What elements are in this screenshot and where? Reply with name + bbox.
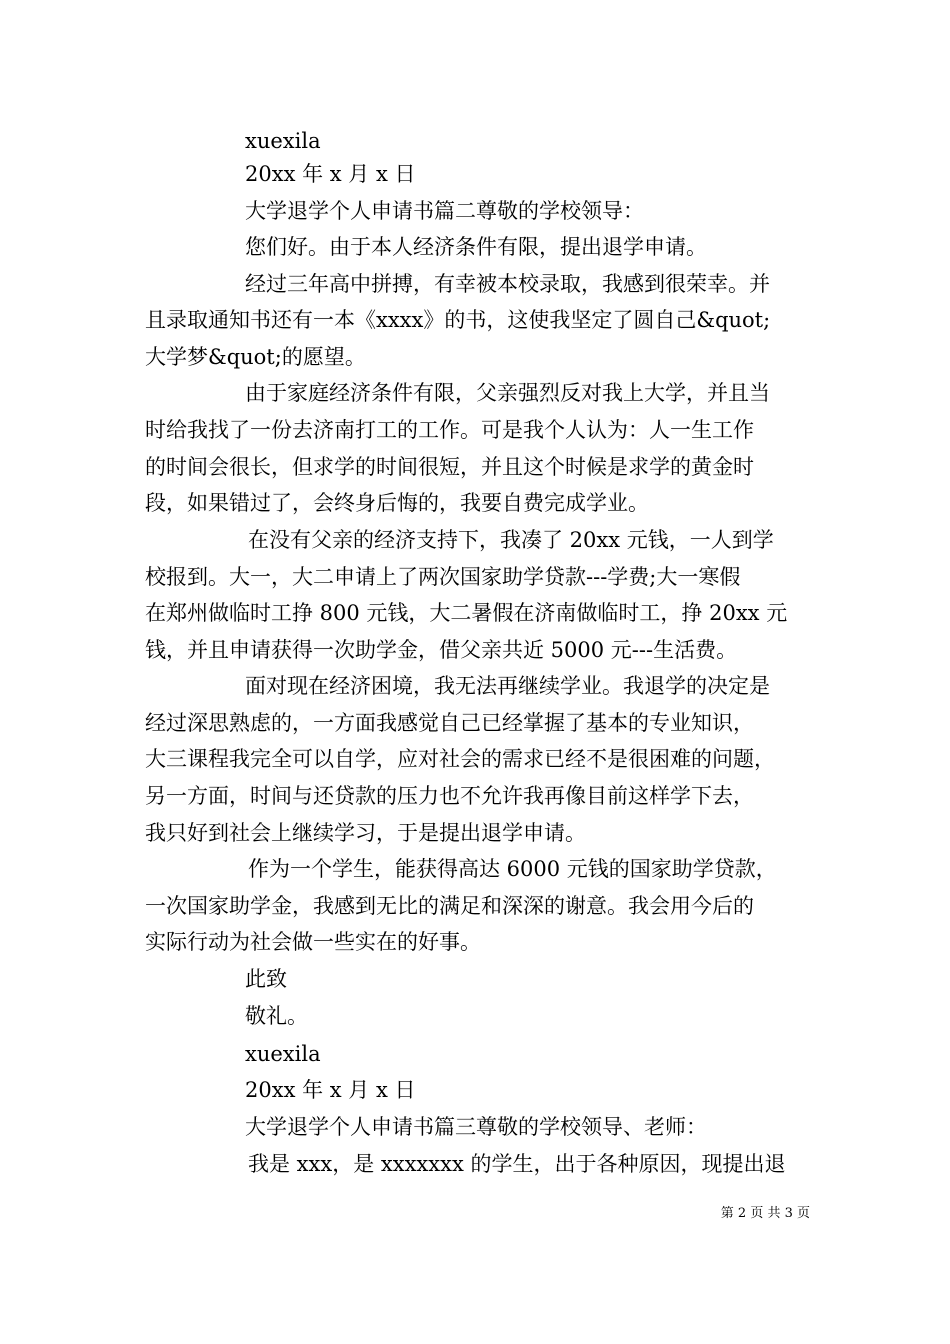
text-line: 另一方面，时间与还贷款的压力也不允许我再像目前这样学下去， bbox=[145, 784, 754, 808]
text-line: 大学梦&quot;的愿望。 bbox=[145, 345, 366, 369]
text-line: 大学退学个人申请书篇二尊敬的学校领导： bbox=[245, 199, 644, 223]
text-line: 经过三年高中拼搏，有幸被本校录取，我感到很荣幸。并 bbox=[245, 272, 770, 296]
text-line: 我是 xxx，是 xxxxxxx 的学生，出于各种原因，现提出退 bbox=[248, 1152, 786, 1176]
text-line: 面对现在经济困境，我无法再继续学业。我退学的决定是 bbox=[245, 674, 770, 698]
page-number: 第 2 页 共 3 页 bbox=[720, 1206, 810, 1221]
text-line: xuexila bbox=[245, 129, 321, 153]
text-line: 且录取通知书还有一本《xxxx》的书，这使我坚定了圆自己&quot; bbox=[145, 308, 771, 332]
text-line: 时给我找了一份去济南打工的工作。可是我个人认为：人一生工作 bbox=[145, 418, 754, 442]
text-line: 我只好到社会上继续学习，于是提出退学申请。 bbox=[145, 821, 586, 845]
text-line: 大学退学个人申请书篇三尊敬的学校领导、老师： bbox=[245, 1115, 707, 1139]
text-line: 20xx 年 x 月 x 日 bbox=[245, 162, 416, 186]
text-line: 作为一个学生，能获得高达 6000 元钱的国家助学贷款， bbox=[248, 857, 777, 881]
text-line: 段，如果错过了，会终身后悔的，我要自费完成学业。 bbox=[145, 491, 649, 515]
text-line: 20xx 年 x 月 x 日 bbox=[245, 1078, 416, 1102]
text-line: 您们好。由于本人经济条件有限，提出退学申请。 bbox=[245, 235, 707, 259]
text-line: 的时间会很长，但求学的时间很短，并且这个时候是求学的黄金时 bbox=[145, 455, 754, 479]
text-line: 校报到。大一，大二申请上了两次国家助学贷款---学费;大一寒假 bbox=[145, 565, 741, 589]
text-line: 此致 bbox=[245, 967, 287, 991]
text-line: 钱，并且申请获得一次助学金，借父亲共近 5000 元---生活费。 bbox=[145, 638, 738, 662]
text-line: 实际行动为社会做一些实在的好事。 bbox=[145, 930, 481, 954]
text-line: 大三课程我完全可以自学，应对社会的需求已经不是很困难的问题， bbox=[145, 747, 775, 771]
text-line: 经过深思熟虑的，一方面我感觉自己已经掌握了基本的专业知识， bbox=[145, 711, 754, 735]
text-line: 在没有父亲的经济支持下，我凑了 20xx 元钱，一人到学 bbox=[248, 528, 774, 552]
text-line: xuexila bbox=[245, 1042, 321, 1066]
text-line: 一次国家助学金，我感到无比的满足和深深的谢意。我会用今后的 bbox=[145, 894, 754, 918]
text-line: 敬礼。 bbox=[245, 1004, 308, 1028]
text-line: 在郑州做临时工挣 800 元钱，大二暑假在济南做临时工，挣 20xx 元 bbox=[145, 601, 788, 625]
text-line: 由于家庭经济条件有限，父亲强烈反对我上大学，并且当 bbox=[245, 381, 770, 405]
